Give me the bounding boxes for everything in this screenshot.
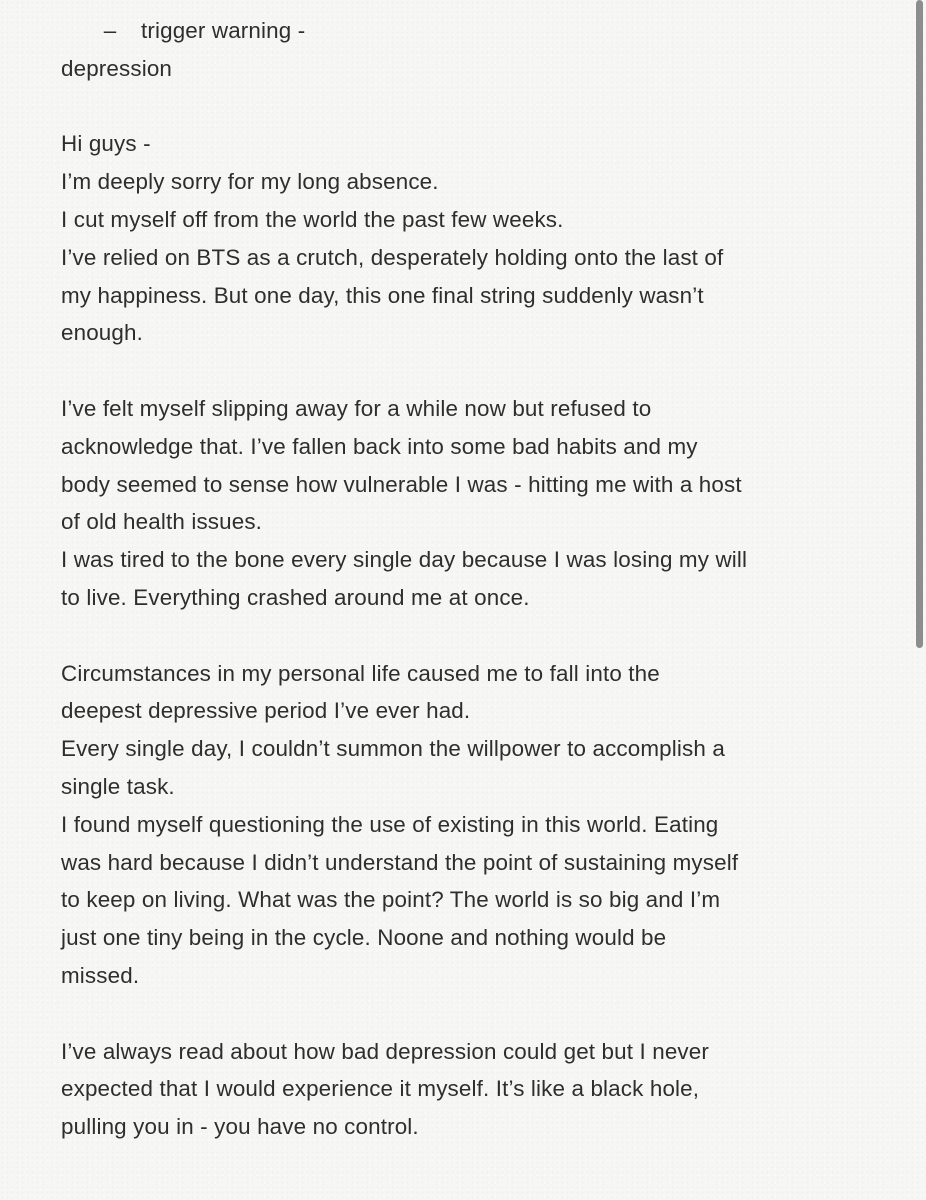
vertical-scrollbar[interactable] [914, 0, 926, 1200]
note-first-line [61, 12, 881, 50]
text-line: to live. Everything crashed around me at once. [61, 584, 530, 610]
text-line: I’ve felt myself slipping away for a while now but refused to [61, 395, 652, 421]
text-line: enough. [61, 320, 143, 346]
dash-bullet-icon: – [103, 18, 117, 43]
text-line: I’ve always read about how bad depression could get but I never [61, 1038, 709, 1064]
trigger-warning-label: trigger warning - [141, 18, 306, 43]
text-line: Every single day, I couldn’t summon the willpower to accomplish a [61, 736, 725, 762]
text-line: to keep on living. What was the point? The world is so big and I’m [61, 887, 721, 913]
blank-line [61, 995, 881, 1033]
text-line: Hi guys - [61, 131, 151, 157]
scrollbar-thumb[interactable] [916, 0, 923, 648]
blank-line [61, 352, 881, 390]
blank-line [61, 617, 881, 655]
text-line: single task. [61, 773, 175, 799]
text-line: pulling you in - you have no control. [61, 1114, 419, 1140]
text-line: missed. [61, 962, 140, 988]
text-line: of old health issues. [61, 509, 263, 535]
note-text [61, 50, 881, 1146]
text-line: expected that I would experience it myself. It’s like a black hole, [61, 1076, 700, 1102]
blank-line [61, 88, 881, 126]
text-line: depression [61, 55, 173, 81]
note-body[interactable] [61, 12, 881, 1146]
text-line: I found myself questioning the use of existing in this world. Eating [61, 811, 719, 837]
text-line: acknowledge that. I’ve fallen back into some bad habits and my [61, 433, 698, 459]
text-line: just one tiny being in the cycle. Noone and nothing would be [61, 925, 667, 951]
text-line: deepest depressive period I’ve ever had. [61, 698, 471, 724]
text-line: I’ve relied on BTS as a crutch, desperately holding onto the last of [61, 244, 724, 270]
text-line: I was tired to the bone every single day because I was losing my will [61, 547, 748, 573]
text-line: I’m deeply sorry for my long absence. [61, 169, 439, 195]
text-line: body seemed to sense how vulnerable I was - hitting me with a host [61, 471, 742, 497]
text-line: I cut myself off from the world the past few weeks. [61, 206, 564, 232]
text-line: my happiness. But one day, this one final string suddenly wasn’t [61, 282, 704, 308]
text-line: was hard because I didn’t understand the point of sustaining myself [61, 849, 739, 875]
text-line: Circumstances in my personal life caused me to fall into the [61, 660, 660, 686]
